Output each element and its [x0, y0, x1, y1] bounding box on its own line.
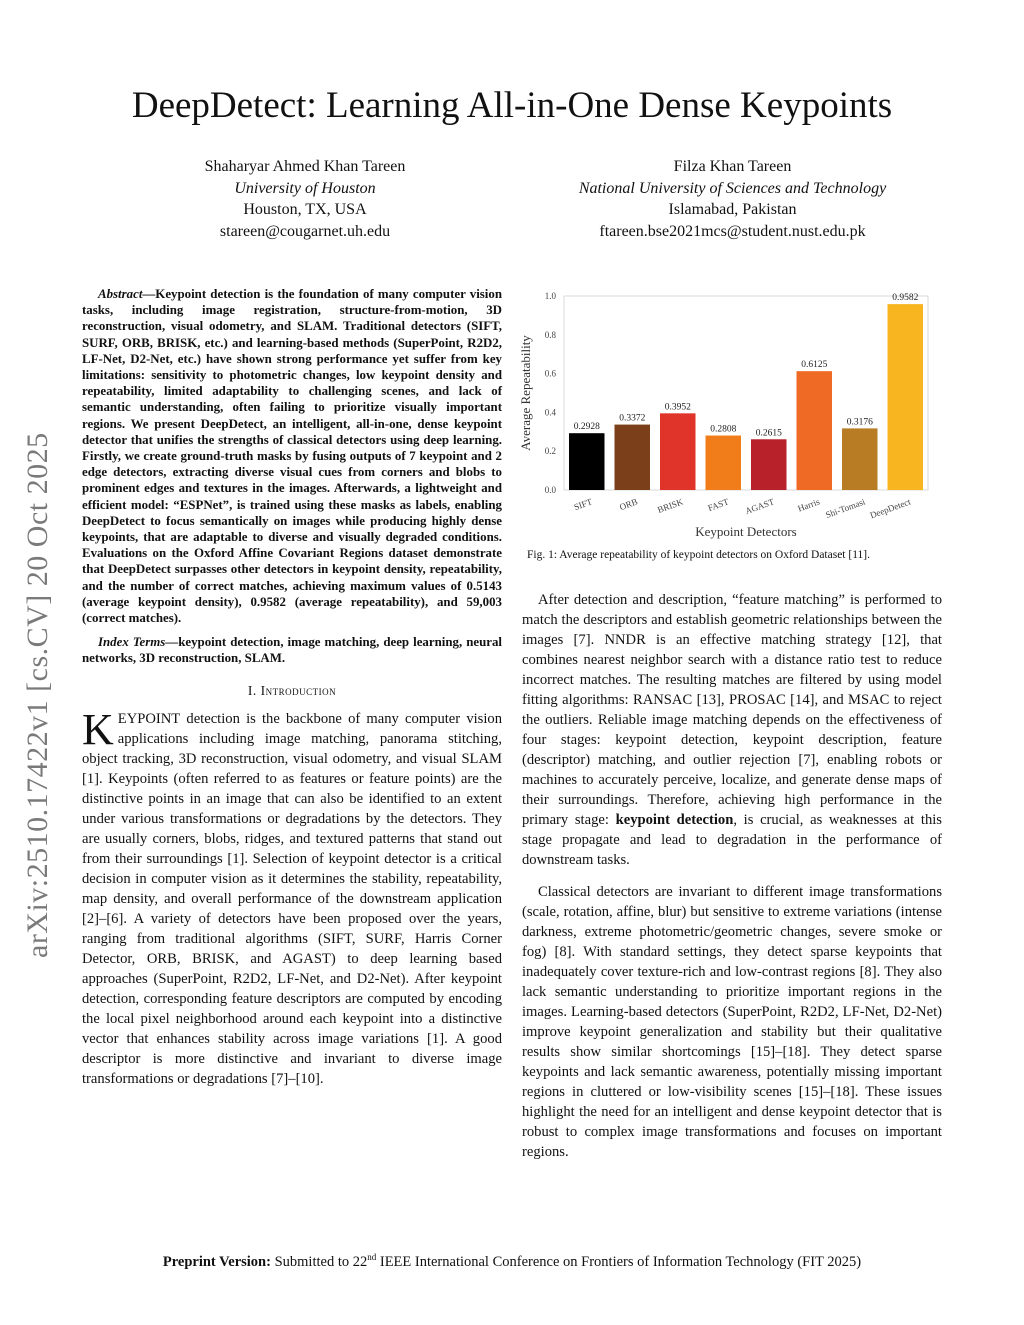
index-terms-label: Index Terms: [98, 635, 166, 650]
author-block-1: [150, 156, 460, 242]
author-name: Filza Khan Tareen: [673, 158, 792, 175]
bar-value-label: 0.2928: [573, 422, 600, 433]
author-location: Islamabad, Pakistan: [668, 201, 797, 218]
bar-value-label: 0.6125: [801, 360, 828, 371]
bar-shi-tomasi: [842, 428, 877, 490]
author-affiliation: National University of Sciences and Technology: [578, 179, 887, 197]
intro-paragraph: [82, 704, 502, 1089]
x-tick-label: DeepDetect: [868, 496, 912, 521]
repeatability-bar-chart: [516, 286, 946, 544]
para-text: , is crucial, as weaknesses at this stage propagate and lead to degradation in the performance of downstream tasks.: [522, 812, 942, 868]
footer-sup: nd: [367, 1252, 377, 1262]
paper-title: DeepDetect: Learning All-in-One Dense Keypoints: [131, 85, 893, 126]
intro-text: detection is the backbone of many computer vision applications including image matching, panorama stitching, object tracking, 3D reconstruction, visual odometry, and visual SLAM [1]. Keypoints (often referred to as features or feature points) are the distinctive points in an image that can also be identified to an extent under various transformations or degradations by the detectors. They are usually corners, blobs, ridges, and textured patterns that stand out from their surroundings [1]. Selection of keypoint detector is a critical decision in computer vision as it determines the stability, repeatability, map density, and overall performance of the downstream application [2]–[6]. A variety of detectors have been proposed over the years, ranging from traditional algorithms (SIFT, SURF, Harris Corner Detector, ORB, BRISK, and AGAST) to deep learning based approaches (SuperPoint, R2D2, LF-Net, and D2-Net). After keypoint detection, corresponding feature descriptors are computed by encoding the local pixel neighborhood around each keypoint into a distinctive vector that enhances stability across image variations [1]. A good descriptor is more distinctive and invariant to diverse image transformations or degradations [7]–[10].: [82, 710, 502, 1087]
author-location: Houston, TX, USA: [243, 201, 367, 218]
drop-cap: K: [82, 704, 114, 754]
x-tick-label: SIFT: [572, 496, 594, 513]
right-paragraph-2: Classical detectors are invariant to different image transformations (scale, rotation, affine, blur) but sensitive to extreme variations (intense darkness, extreme photometric/geometric changes, severe smoke or fog) [8]. With standard settings, they detect sparse keypoints that inadequately cover texture-rich and low-contrast regions [8]. They also lack semantic understanding to prioritize important regions in the images. Learning-based detectors (SuperPoint, R2D2, LF-Net, D2-Net) improve keypoint generalization and stability but their qualitative results show similar shortcomings [15]–[18]. They detect sparse keypoints and lack semantic awareness, potentially missing important regions in cluttered or low-visibility scenes [15]–[18]. These issues highlight the need for an intelligent and dense keypoint detector that is robust to complex image transformations and focuses on important regions.: [522, 884, 942, 1160]
bar-fast: [706, 436, 741, 490]
y-tick-label: 0.0: [544, 485, 556, 495]
abstract-text: —Keypoint detection is the foundation of many computer vision tasks, including image registration, structure-from-motion, 3D reconstruction, visual odometry, and SLAM. Traditional detectors (SIFT, SURF, ORB, BRISK, etc.) and learning-based methods (SuperPoint, R2D2, LF-Net, D2-Net, etc.) have shown strong performance yet suffer from key limitations: sensitivity to photometric changes, low keypoint density and repeatability, limited adaptability to challenging scenes, and lack of semantic understanding, often failing to prioritize visually important regions. We present DeepDetect, an intelligent, all-in-one, dense keypoint detector that unifies the strengths of classical detectors using deep learning. Firstly, we create ground-truth masks by fusing outputs of 7 keypoint and 2 edge detectors, extracting diverse visual cues from corners and blobs to prominent edges and textures in the images. Afterwards, a lightweight and efficient model: “ESPNet”, is trained using these masks as labels, enabling DeepDetect to focus semantically on images while producing highly dense keypoints, that are adaptable to diverse and visually degraded conditions. Evaluations on the Oxford Affine Covariant Regions dataset demonstrate that DeepDetect surpasses other detectors in keypoint density, repeatability, and the number of correct matches, achieving maximum values of 0.5143 (average keypoint density), 0.9582 (average repeatability), and 59,003 (correct matches).: [82, 287, 502, 626]
bar-value-label: 0.3372: [619, 413, 646, 424]
bar-value-label: 0.9582: [892, 293, 919, 304]
bar-value-label: 0.2808: [710, 424, 737, 435]
footer-label: Preprint Version:: [162, 1253, 271, 1270]
footer-text: Submitted to 22: [270, 1253, 368, 1270]
right-paragraph-1: [522, 590, 942, 870]
section-title: Introduction: [260, 682, 337, 698]
author-affiliation: University of Houston: [234, 179, 376, 197]
y-tick-label: 0.4: [544, 407, 556, 418]
x-tick-label: AGAST: [743, 496, 776, 517]
abstract-label: Abstract: [98, 287, 143, 301]
y-tick-label: 0.8: [544, 329, 556, 340]
x-tick-label: Harris: [796, 496, 821, 514]
bar-brisk: [660, 413, 695, 490]
x-axis-label: Keypoint Detectors: [695, 524, 797, 539]
y-tick-label: 0.2: [544, 446, 556, 457]
index-terms-text: —keypoint detection, image matching, deep learning, neural networks, 3D reconstruction, SLAM.: [82, 635, 502, 666]
figure-caption: Fig. 1: Average repeatability of keypoint detectors on Oxford Dataset [11].: [527, 549, 870, 561]
y-axis-label: Average Repeatability: [518, 335, 533, 451]
bar-harris: [797, 371, 832, 490]
y-tick-label: 0.6: [544, 368, 556, 379]
y-tick-label: 1.0: [544, 291, 556, 301]
x-tick-label: ORB: [618, 496, 639, 513]
index-terms: [82, 634, 502, 666]
bar-deepdetect: [888, 304, 923, 490]
para-bold-term: keypoint detection: [615, 812, 734, 828]
author-block-2: [530, 156, 935, 242]
right-column: [522, 590, 942, 1162]
bar-value-label: 0.2615: [755, 428, 782, 439]
author-email: ftareen.bse2021mcs@student.nust.edu.pk: [599, 222, 866, 240]
bar-sift: [569, 433, 604, 490]
author-email: stareen@cougarnet.uh.edu: [219, 222, 391, 240]
left-column: [82, 286, 502, 1089]
intro-smallcaps: EYPOINT: [117, 710, 181, 727]
footer-text: IEEE International Conference on Frontiers of Information Technology (FIT 2025): [376, 1253, 862, 1270]
x-tick-label: Shi-Tomasi: [824, 496, 867, 521]
abstract: [82, 286, 502, 626]
arxiv-identifier: arXiv:2510.17422v1 [cs.CV] 20 Oct 2025: [21, 432, 54, 958]
bar-value-label: 0.3176: [846, 417, 873, 428]
bar-orb: [615, 425, 650, 490]
x-tick-label: BRISK: [656, 496, 685, 515]
author-name: Shaharyar Ahmed Khan Tareen: [204, 158, 406, 175]
x-tick-label: FAST: [706, 496, 730, 514]
para-text: After detection and description, “feature matching” is performed to match the descriptors and establish geometric relationships between the images [7]. NNDR is an effective matching strategy [12], that combines nearest neighbor search with a distance ratio test to reduce incorrect matches. The resulting matches are filtered by using model fitting algorithms: RANSAC [13], PROSAC [14], and MSAC to reject the outliers. Reliable image matching depends on the effectiveness of four stages: keypoint detection, keypoint description, feature (descriptor) matching, and outlier rejection [7], enabling robots or machines to accurately perceive, localize, and generate dense maps of their surroundings. Therefore, achieving high performance in the primary stage:: [522, 592, 942, 828]
bar-agast: [751, 439, 786, 490]
section-heading: [82, 683, 502, 699]
footer-note: [0, 1252, 1024, 1271]
section-number: I.: [247, 682, 257, 698]
bar-value-label: 0.3952: [664, 402, 691, 413]
